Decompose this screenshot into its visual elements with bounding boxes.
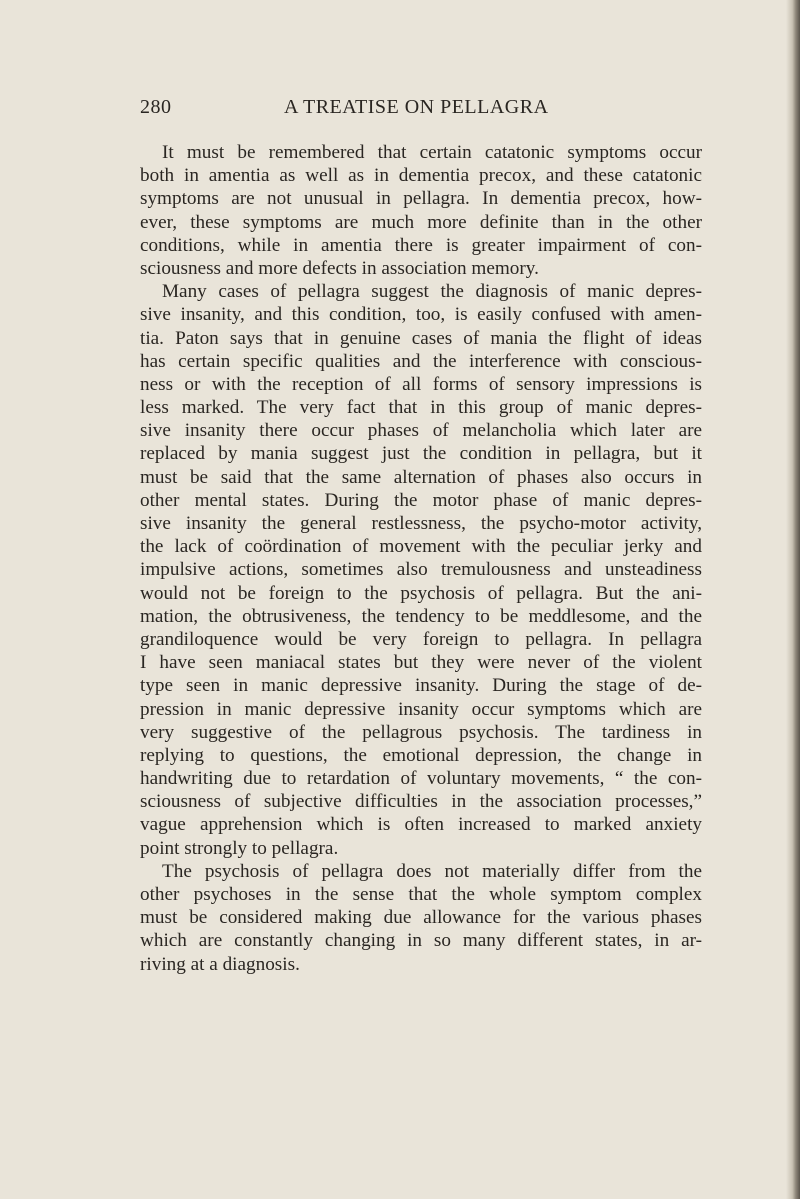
text-line: I have seen maniacal states but they were never of the violent xyxy=(140,652,702,674)
paragraph xyxy=(140,280,702,860)
text-line: grandiloquence would be very foreign to pellagra. In pellagra xyxy=(140,628,702,650)
text-line: must be considered making due allowance for the various phases xyxy=(140,907,702,929)
text-line: impulsive actions, sometimes also tremulousness and unsteadiness xyxy=(140,559,702,581)
text-line: handwriting due to retardation of voluntary movements, “ the con- xyxy=(140,768,702,790)
text-line: must be said that the same alternation of phases also occurs in xyxy=(140,466,702,488)
text-line: pression in manic depressive insanity occur symptoms which are xyxy=(140,698,702,720)
text-line: replaced by mania suggest just the condition in pellagra, but it xyxy=(140,443,702,465)
text-line: riving at a diagnosis. xyxy=(140,953,300,975)
text-line: the lack of coördination of movement with the peculiar jerky and xyxy=(140,536,702,558)
paragraph xyxy=(140,141,702,280)
text-line: conditions, while in amentia there is greater impairment of con- xyxy=(140,234,702,256)
text-line: type seen in manic depressive insanity. During the stage of de- xyxy=(140,675,702,697)
text-line: It must be remembered that certain catatonic symptoms occur xyxy=(162,142,702,163)
text-line: has certain specific qualities and the interference with conscious- xyxy=(140,350,702,372)
text-line: would not be foreign to the psychosis of pellagra. But the ani- xyxy=(140,582,702,604)
text-line: which are constantly changing in so many different states, in ar- xyxy=(140,930,702,952)
text-line: sive insanity the general restlessness, the psycho-motor activity, xyxy=(140,513,702,534)
text-line: ness or with the reception of all forms of sensory impressions is xyxy=(140,373,702,395)
page-edge-shadow xyxy=(786,0,800,1199)
text-line: sive insanity there occur phases of melancholia which later are xyxy=(140,420,702,442)
text-line: sciousness and more defects in association memory. xyxy=(140,257,539,279)
text-line: very suggestive of the pellagrous psychosis. The tardiness in xyxy=(140,721,702,743)
text-line: replying to questions, the emotional depression, the change in xyxy=(140,744,702,766)
text-line: other psychoses in the sense that the whole symptom complex xyxy=(140,884,702,905)
body-text xyxy=(140,141,702,976)
text-line: other mental states. During the motor phase of manic depres- xyxy=(140,489,702,511)
text-line: sive insanity, and this condition, too, is easily confused with amen- xyxy=(140,304,702,326)
text-line: both in amentia as well as in dementia precox, and these catatonic xyxy=(140,165,702,187)
text-line: less marked. The very fact that in this group of manic depres- xyxy=(140,397,702,419)
text-line: symptoms are not unusual in pellagra. In dementia precox, how- xyxy=(140,188,702,210)
text-line: Many cases of pellagra suggest the diagnosis of manic depres- xyxy=(162,281,702,303)
text-line: vague apprehension which is often increased to marked anxiety xyxy=(140,814,702,836)
page-header xyxy=(106,96,702,122)
text-line: ever, these symptoms are much more definite than in the other xyxy=(140,211,702,233)
text-line: sciousness of subjective difficulties in the association processes,” xyxy=(140,791,702,813)
text-line: tia. Paton says that in genuine cases of mania the flight of ideas xyxy=(140,327,702,349)
paragraph xyxy=(140,860,702,976)
text-line: point strongly to pellagra. xyxy=(140,837,339,859)
text-line: The psychosis of pellagra does not materially differ from the xyxy=(162,860,702,882)
page-number: 280 xyxy=(140,96,172,118)
running-title: A TREATISE ON PELLAGRA xyxy=(284,96,549,118)
text-line: mation, the obtrusiveness, the tendency to be meddlesome, and the xyxy=(140,605,702,627)
